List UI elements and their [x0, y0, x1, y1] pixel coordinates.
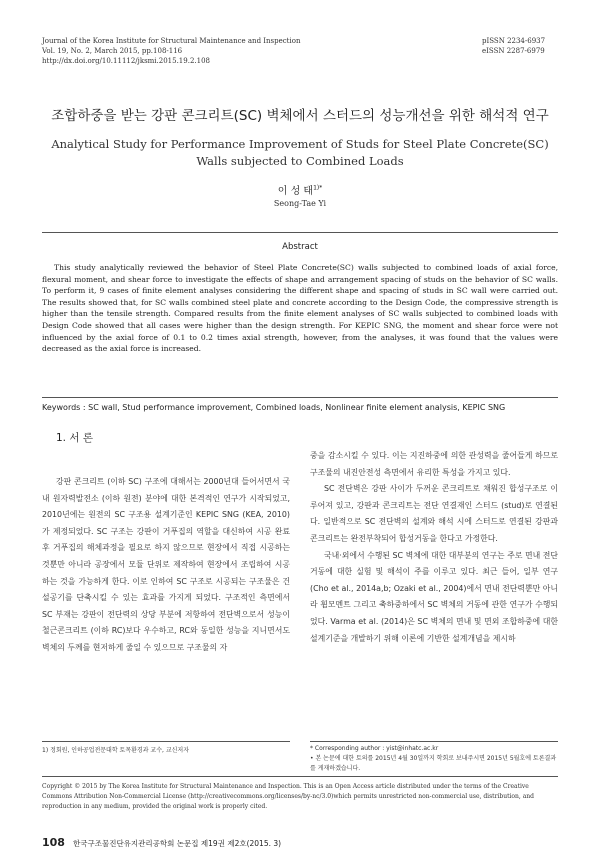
section-title-introduction: 1. 서 론	[56, 432, 93, 444]
doi-link[interactable]: http://dx.doi.org/10.11112/jksmi.2015.19.2.108	[42, 57, 210, 65]
author-affiliation-mark: 1)*	[313, 184, 323, 192]
keywords: Keywords : SC wall, Stud performance improvement, Combined loads, Nonlinear finite element analysis, KEPIC SNG	[42, 403, 506, 412]
journal-header	[42, 36, 300, 66]
abstract-heading: Abstract	[282, 242, 318, 252]
author-name: 이 성 태	[277, 186, 314, 197]
intro-paragraph-4: 국내·외에서 수행된 SC 벽체에 대한 대부분의 연구는 주로 면내 전단거동에 대한 실험 및 해석이 주를 이루고 있다. 최근 들어, 일부 연구 (Cho et al., 2014a,b; Ozaki et al., 2004)에서 면내 전단력뿐만 아니라 휨모멘트 그리고 축하중하에서 SC 벽체의 거동에 관한 연구가 수행되었다. Varma et al. (2014)은 SC 벽체의 면내 및 면외 조합하중에 대한 설계기준을 개발하기 위해 이론에 기반한 설계개념을 제시하	[310, 550, 558, 643]
left-column	[42, 474, 290, 657]
footnote-affiliation: 1) 정회원, 인하공업전문대학 토목환경과 교수, 교신저자	[42, 747, 190, 754]
title-english: Analytical Study for Performance Improvement of Studs for Steel Plate Concrete(SC) Walls subjected to Combined Loads	[51, 137, 549, 168]
copyright-notice: Copyright © 2015 by The Korea Institute for Structural Maintenance and Inspection. This is an Open Access article distributed under the terms of the Creative Commons Attribution Non-Commercial License (http://creativecommons.org/licenses/by-nc/3.0)which permits unrestricted non-commercial use, distribution, and reproduction in any medium, provided the original work is properly cited.	[42, 783, 534, 810]
pissn: pISSN 2234-6937	[482, 37, 546, 45]
intro-paragraph-2: 중을 감소시킬 수 있다. 이는 지진하중에 의한 관성력을 줄어들게 하므로 구조물의 내진안전성 측면에서 유리한 특성을 가지고 있다.	[310, 451, 558, 477]
corresponding-author: * Corresponding author : yist@inhatc.ac.kr	[310, 745, 439, 752]
issn-block	[482, 36, 556, 56]
right-column	[310, 448, 558, 647]
page-footer	[42, 836, 281, 849]
author-korean	[0, 182, 600, 197]
intro-paragraph-3: SC 전단벽은 강판 사이가 두꺼운 콘크리트로 채워진 합성구조로 이루어져 있고, 강판과 콘크리트는 전단 연결재인 스터드 (stud)로 연결된다. 일반적으로 SC 전단벽의 설계와 해석 시에 스터드로 연결된 강판과 콘크리트는 완전부착되어 합성거동을 한다고 가정한다.	[310, 484, 558, 543]
journal-volume: Vol. 19, No. 2, March 2015, pp.108-116	[42, 47, 183, 55]
footer-journal: 한국구조물진단유지관리공학회 논문집 제19권 제2호(2015. 3)	[72, 839, 282, 848]
intro-paragraph-1: 강판 콘크리트 (이하 SC) 구조에 대해서는 2000년대 들어서면서 국내 원자력발전소 (이하 원전) 분야에 대한 본격적인 연구가 시작되었고, 2010년에는 원전의 SC 구조용 설계기준인 KEPIC SNG (KEA, 2010)가 제정되었다. SC 구조는 강판이 거푸집의 역할을 대신하여 시공 완료 후 거푸집의 해체과정을 필요로 하지 않으므로 현장에서 직접 시공하는 것뿐만 아니라 공장에서 모듈 단위로 제작하여 현장에서 조립하여 시공하는 것을 가능하게 한다. 이로 인하여 SC 구조로 시공되는 구조물은 건설공기를 단축시킬 수 있는 효과를 가지게 되었다. 구조적인 측면에서 SC 부재는 강판이 전단력의 상당 부분에 저항하여 전단벽으로서 성능이 철근콘크리트 (이하 RC)보다 우수하고, RC와 동일한 성능을 지니면서도 벽체의 두께를 현저하게 줄일 수 있으므로 구조물의 자	[42, 477, 290, 652]
title-korean: 조합하중을 받는 강판 콘크리트(SC) 벽체에서 스터드의 성능개선을 위한 해석적 연구	[51, 108, 549, 124]
footnote-correspondence	[310, 744, 558, 774]
page-number: 108	[42, 836, 65, 849]
journal-name: Journal of the Korea Institute for Structural Maintenance and Inspection	[42, 37, 301, 45]
abstract-body: This study analytically reviewed the behavior of Steel Plate Concrete(SC) walls subjected to combined loads of axial force, flexural moment, and shear force to investigate the effects of shape and arrangement spacing of studs on the behavior of SC walls. To perform it, 9 cases of finite element analyses considering the different shape and spacing of studs in SC wall were carried out. The results showed that, for SC walls combined steel plate and concrete according to the Design Code, the compressive strength is higher than the tensile strength. Compared results from the finite element analyses of SC walls subjected to combined loads with Design Code showed that all cases were higher than the design strength. For KEPIC SNG, the moment and shear force were not influenced by the axial force of 0.1 to 0.2 times axial strength, however, from the analyses, it was found that the values were decreased as the axial force is increased.	[42, 263, 558, 354]
footnote-rule-right	[310, 741, 558, 742]
discussion-note: • 본 논문에 대한 토의를 2015년 4월 30일까지 학회로 보내주시면 2015년 5월호에 토론결과를 게재하겠습니다.	[310, 755, 557, 772]
footnote-rule-left	[42, 741, 290, 742]
author-english: Seong-Tae Yi	[273, 199, 327, 208]
abstract-top-rule	[42, 232, 558, 233]
copyright-rule	[42, 776, 558, 777]
eissn: eISSN 2287-6979	[482, 47, 545, 55]
abstract-bottom-rule	[42, 397, 558, 398]
